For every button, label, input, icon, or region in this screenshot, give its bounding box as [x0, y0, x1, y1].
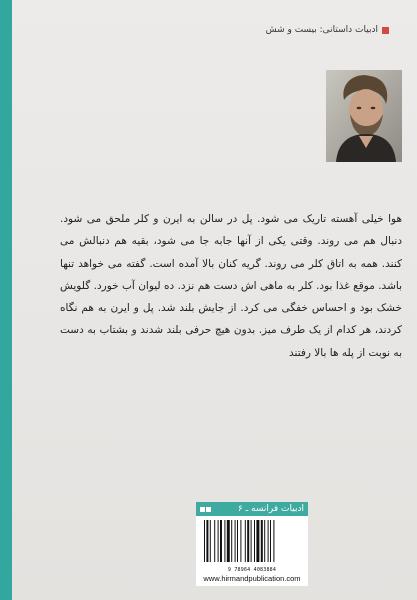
series-badge — [196, 502, 308, 516]
barcode-box — [196, 516, 308, 586]
teal-spine-band — [0, 0, 12, 600]
series-header — [266, 25, 389, 35]
author-portrait — [326, 70, 402, 162]
publisher-website: www.hirmandpublication.com — [203, 574, 301, 583]
author-portrait-icon — [326, 70, 402, 162]
series-square-icon — [382, 27, 389, 34]
series-header-text: ادبیات داستانی: بیست و شش — [265, 25, 378, 35]
publisher-logo-icon — [200, 507, 211, 512]
barcode-icon — [202, 520, 302, 562]
back-cover — [12, 0, 417, 600]
back-cover-text: هوا خیلی آهسته تاریک می شود. پل در سالن به ایرن و کلر ملحق می شود. دنبال هم می روند. وقتی یکی از آنها جابه جا می شود، بقیه هم دنبالش می کنند. همه به اتاق کلر می روند. گریه کنان بالا آمده است. گفته می خواهد تنها باشد. موقع غذا بود. کلر به ماهی اش دست هم نزد. ده لیوان آب خورد. گلویش خشک بود و احساس خفگی می کرد. از جایش بلند شد. پل و ایرن به هم نگاه کردند، هر کدام از یک طرف میز. بدون هیچ حرفی بلند شدند و بشتاب به دست به نوبت از پله ها بالا رفتند — [60, 213, 402, 359]
isbn-number: 9 78964 4083884 — [227, 567, 277, 573]
series-badge-text: ادبیات فرانسه ـ ۶ — [237, 504, 304, 514]
